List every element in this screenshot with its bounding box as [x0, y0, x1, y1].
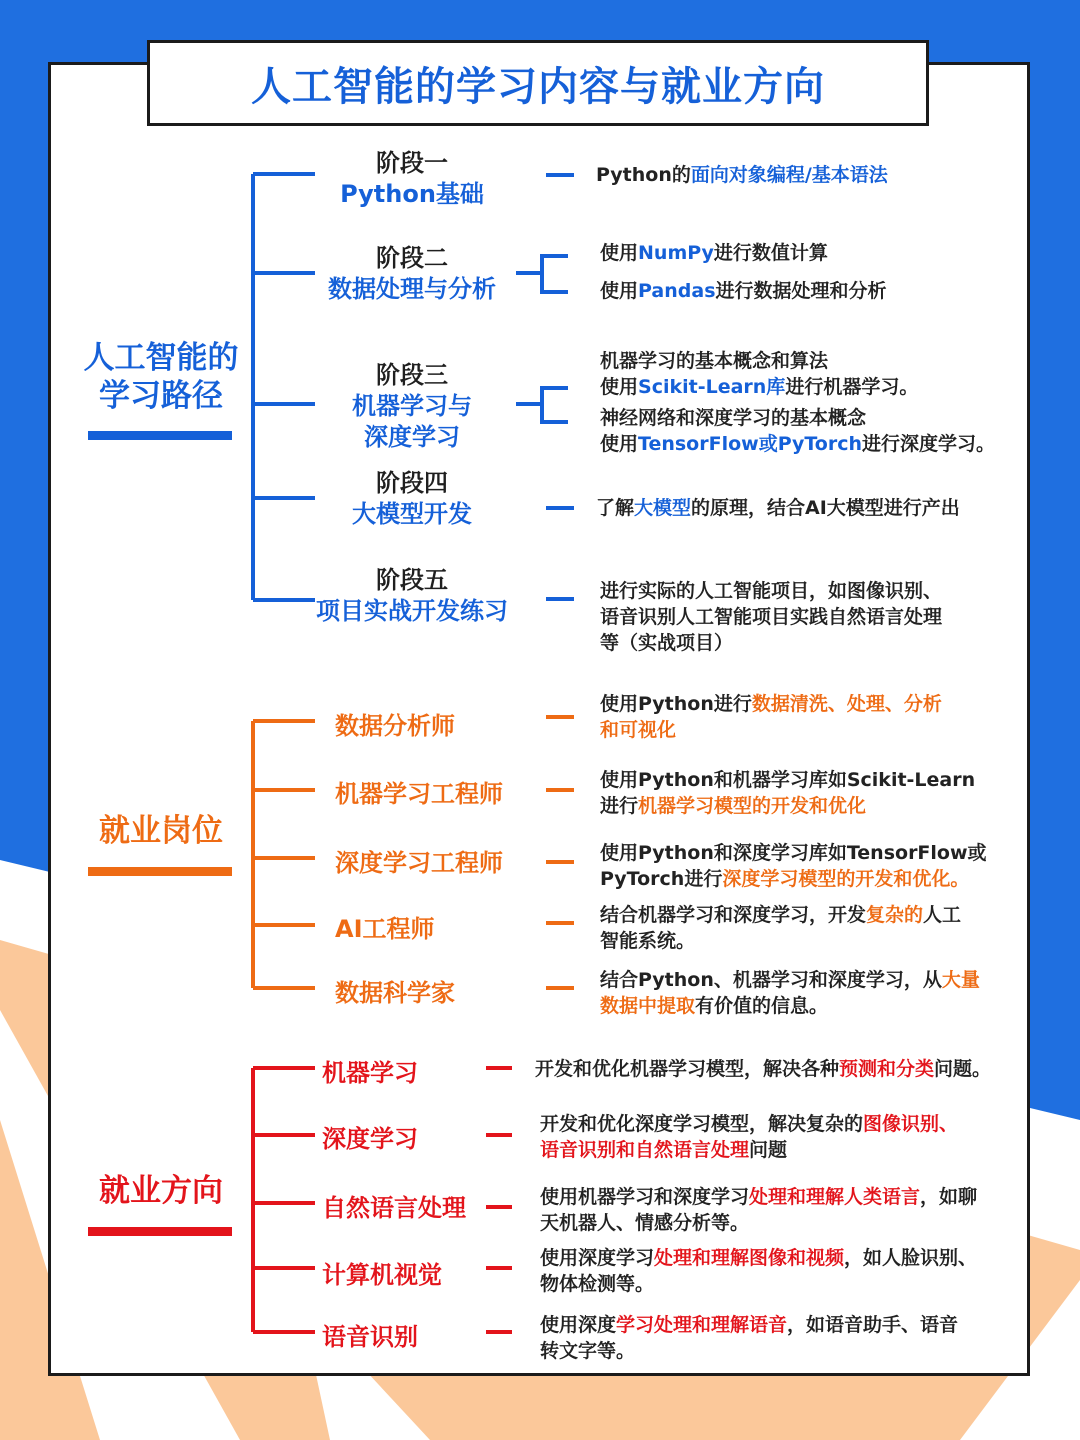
text-segment: 问题。 — [934, 1058, 992, 1080]
direction-dl-desc — [540, 1111, 958, 1163]
text-segment: 使用 — [600, 433, 639, 456]
stage-5-desc-line3: 等（实战项目） — [600, 632, 734, 655]
stage-1-label: 阶段一 — [376, 149, 448, 177]
job-dl-engineer: 深度学习工程师 — [335, 849, 503, 877]
learning-heading-line1: 人工智能的 — [83, 340, 239, 376]
text-segment: 使用机器学习和深度学习 — [540, 1186, 750, 1208]
stage-3-desc-1 — [600, 348, 918, 400]
text-segment: 图像识别、 — [863, 1113, 959, 1135]
text-segment: 数据中提取 — [600, 995, 696, 1018]
text-segment: NumPy — [638, 242, 714, 264]
stage-3-desc-2a: 神经网络和深度学习的基本概念 — [600, 407, 867, 429]
text-segment: 处理和理解图像和视频 — [654, 1247, 845, 1269]
job-ml-engineer: 机器学习工程师 — [335, 780, 503, 808]
text-segment: 天机器人、情感分析等。 — [540, 1212, 750, 1235]
text-segment: 人工 — [923, 904, 962, 926]
text-segment: 有价值的信息。 — [695, 995, 829, 1018]
text-segment: 进行数据处理和分析 — [715, 280, 887, 302]
text-segment: 深度学习模型的开发和优化。 — [722, 868, 970, 891]
text-segment: ，如人脸识别、 — [844, 1247, 978, 1269]
job-data-analyst-desc-line1 — [600, 691, 942, 717]
direction-dl-desc-line2 — [540, 1137, 958, 1163]
learning-heading-line2: 学习路径 — [99, 377, 223, 414]
direction-cv-desc-line1 — [540, 1245, 977, 1271]
text-segment: 使用Python和机器学习库如Scikit-Learn — [600, 769, 976, 791]
text-segment: 复杂的 — [866, 904, 924, 926]
text-segment: 转文字等。 — [540, 1340, 636, 1363]
stage-2-desc-1 — [600, 240, 828, 266]
text-segment: 智能系统。 — [600, 930, 696, 953]
text-segment: 学习处理和理解语音 — [616, 1314, 788, 1336]
stage-3 — [292, 360, 532, 454]
text-segment: 进行数值计算 — [713, 242, 828, 264]
stage-5-desc-line1: 进行实际的人工智能项目，如图像识别、 — [600, 580, 943, 602]
job-ai-engineer: AI工程师 — [335, 915, 435, 943]
job-ml-engineer-desc-line1 — [600, 767, 975, 793]
job-dl-engineer-desc — [600, 840, 987, 892]
text-segment: 结合Python、机器学习和深度学习，从 — [600, 969, 942, 991]
job-data-scientist-desc — [600, 967, 980, 1019]
job-data-scientist-desc-line2 — [600, 993, 980, 1019]
text-segment: ，如聊 — [920, 1186, 978, 1208]
text-segment: Python的 — [596, 164, 691, 186]
stage-5-name: 项目实战开发练习 — [316, 597, 508, 626]
learning-path-heading — [78, 340, 244, 416]
job-ai-engineer-desc-line1 — [600, 902, 961, 928]
direction-ml: 机器学习 — [322, 1059, 418, 1087]
text-segment: 使用Python和深度学习库如TensorFlow或 — [600, 842, 987, 864]
direction-speech-desc-line2 — [540, 1338, 958, 1364]
stage-4-name: 大模型开发 — [352, 500, 472, 529]
job-data-analyst: 数据分析师 — [335, 712, 455, 740]
job-data-scientist: 数据科学家 — [335, 979, 455, 1007]
job-data-scientist-desc-line1 — [600, 967, 980, 993]
direction-dl-desc-line1 — [540, 1111, 958, 1137]
stage-2-desc-2 — [600, 278, 887, 304]
job-ai-engineer-desc — [600, 902, 961, 954]
job-ml-engineer-desc-line2 — [600, 793, 975, 819]
text-segment: 结合机器学习和深度学习，开发 — [600, 904, 867, 926]
stage-2-name: 数据处理与分析 — [328, 275, 496, 304]
direction-nlp-desc-line1 — [540, 1184, 977, 1210]
job-data-analyst-desc-line2 — [600, 717, 942, 743]
stage-1-desc — [596, 162, 888, 188]
job-data-analyst-desc — [600, 691, 942, 743]
stage-5 — [292, 565, 532, 627]
stage-3-desc-2 — [600, 405, 995, 457]
direction-cv-desc-line2 — [540, 1271, 977, 1297]
text-segment: 使用深度 — [540, 1314, 617, 1336]
text-segment: 使用 — [600, 280, 639, 302]
text-segment: 问题 — [749, 1139, 788, 1162]
job-ai-engineer-desc-line2 — [600, 928, 961, 954]
stage-5-desc-line2: 语音识别人工智能项目实践自然语言处理 — [600, 606, 943, 629]
text-segment: 预测和分类 — [839, 1058, 935, 1080]
text-segment: 大量 — [941, 969, 980, 991]
text-segment: 使用深度学习 — [540, 1247, 655, 1269]
text-segment: 面向对象编程/基本语法 — [690, 164, 888, 186]
stage-5-desc — [600, 578, 942, 657]
stage-1 — [292, 148, 532, 210]
stage-3-name-line1: 机器学习与 — [352, 392, 472, 421]
direction-cv-desc — [540, 1245, 977, 1297]
text-segment: 了解 — [596, 497, 635, 519]
text-segment: 开发和优化机器学习模型，解决各种 — [535, 1058, 840, 1080]
job-ml-engineer-desc — [600, 767, 975, 819]
directions-heading: 就业方向 — [99, 1173, 223, 1209]
direction-nlp: 自然语言处理 — [322, 1194, 466, 1222]
direction-dl: 深度学习 — [322, 1125, 418, 1153]
stage-3-name-line2: 深度学习 — [364, 423, 460, 452]
text-segment: 进行机器学习。 — [785, 376, 919, 399]
text-segment: 数据清洗、处理、分析 — [751, 693, 942, 715]
text-segment: 处理和理解人类语言 — [749, 1186, 921, 1208]
direction-nlp-desc — [540, 1184, 977, 1236]
stage-3-desc-1b — [600, 374, 918, 400]
job-dl-engineer-desc-line2 — [600, 866, 987, 892]
text-segment: Scikit-Learn库 — [638, 376, 786, 399]
direction-speech-desc — [540, 1312, 958, 1364]
direction-speech-desc-line1 — [540, 1312, 958, 1338]
page-title: 人工智能的学习内容与就业方向 — [251, 63, 825, 110]
stage-5-label: 阶段五 — [376, 566, 448, 594]
direction-speech: 语音识别 — [322, 1323, 418, 1351]
direction-nlp-desc-line2 — [540, 1210, 977, 1236]
direction-cv: 计算机视觉 — [322, 1261, 442, 1289]
text-segment: 进行 — [600, 795, 639, 818]
text-segment: 开发和优化深度学习模型，解决复杂的 — [540, 1113, 864, 1135]
text-segment: 和可视化 — [600, 719, 677, 742]
job-dl-engineer-desc-line1 — [600, 840, 987, 866]
stage-4 — [292, 468, 532, 530]
text-segment: PyTorch进行 — [600, 868, 723, 891]
direction-ml-desc — [535, 1056, 991, 1082]
jobs-heading: 就业岗位 — [99, 813, 223, 849]
stage-2 — [292, 243, 532, 305]
text-segment: Pandas — [638, 280, 716, 302]
stage-1-name: Python基础 — [340, 180, 484, 209]
stage-3-desc-1a: 机器学习的基本概念和算法 — [600, 350, 829, 372]
stage-4-label: 阶段四 — [376, 469, 448, 497]
stage-4-desc — [596, 495, 960, 521]
text-segment: 大模型 — [634, 497, 692, 519]
text-segment: TensorFlow或PyTorch — [638, 433, 863, 456]
text-segment: 的原理，结合AI大模型进行产出 — [691, 497, 960, 519]
text-segment: 使用Python进行 — [600, 693, 752, 715]
stage-3-label: 阶段三 — [376, 361, 448, 389]
text-segment: 语音识别和自然语言处理 — [540, 1139, 750, 1162]
text-segment: 使用 — [600, 242, 639, 264]
stage-3-desc-2b — [600, 431, 995, 457]
stage-2-label: 阶段二 — [376, 244, 448, 272]
text-segment: 物体检测等。 — [540, 1273, 655, 1296]
text-segment: 使用 — [600, 376, 639, 399]
text-segment: 进行深度学习。 — [862, 433, 996, 456]
text-segment: 机器学习模型的开发和优化 — [638, 795, 867, 818]
text-segment: ，如语音助手、语音 — [787, 1314, 959, 1336]
